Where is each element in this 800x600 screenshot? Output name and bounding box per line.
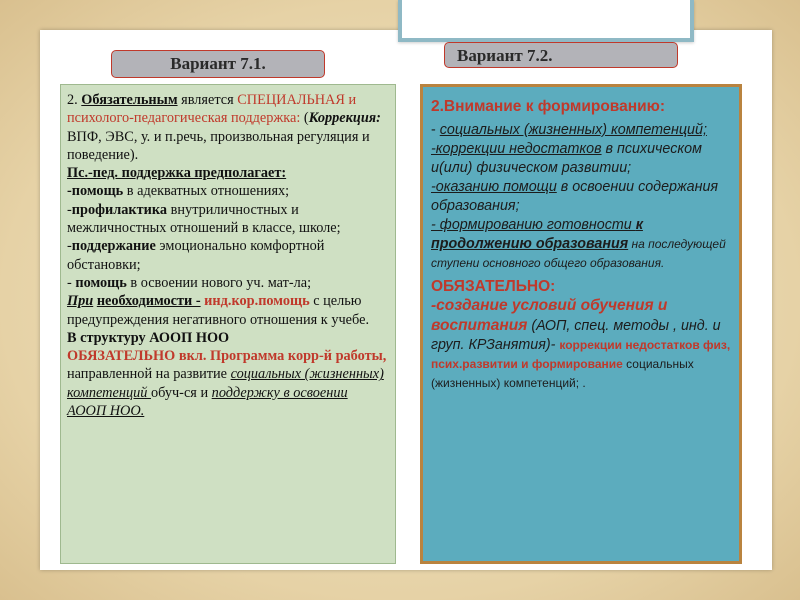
variant-7-2-label: Вариант 7.2. (444, 42, 678, 68)
right-item-3: -оказанию помощи в освоении содержания образования; (431, 179, 719, 214)
right-item-2: -коррекции недостатков в психическом и(или) физическом развитии; (431, 141, 702, 176)
variant-7-2-panel (420, 84, 742, 564)
left-paragraph-7: При необходимости - инд.кор.помощь с целью предупреждения негативного отношения к учебе. (67, 293, 370, 328)
left-paragraph-1: 2. Обязательным является СПЕЦИАЛЬНАЯ и психолого-педагогическая поддержка: (Коррекция: ВПФ, ЭВС, у. и п.речь, произвольная регуляция и поведение). (67, 92, 381, 163)
right-title: 2.Внимание к формированию: (431, 98, 666, 115)
variant-7-1-panel (60, 84, 396, 564)
left-paragraph-9: ОБЯЗАТЕЛЬНО вкл. Программа корр-й работы, направленной на развитие социальных (жизненных) компетенций обуч-ся и поддержку в освоении АООП НОО. (67, 348, 387, 420)
left-paragraph-4: -профилактика внутриличностных и межличностных отношений в классе, школе; (67, 201, 341, 237)
decorative-tab (398, 0, 694, 42)
left-paragraph-5: -поддержание эмоционально комфортной обстановки; (67, 238, 325, 273)
right-item-4: - формированию готовности к продолжению образования на последующей ступени основного общего образования. (431, 217, 726, 270)
variant-7-1-label: Вариант 7.1. (111, 50, 325, 78)
left-paragraph-6: - помощь в освоении нового уч. мат-ла; (67, 274, 312, 291)
left-paragraph-8: В структуру АООП НОО (67, 329, 230, 346)
right-obligatory: ОБЯЗАТЕЛЬНО: (431, 278, 556, 295)
left-paragraph-3: -помощь в адекватных отношениях; (67, 183, 290, 200)
right-conditions: -создание условий обучения и воспитания (АОП, спец. методы , инд. и груп. КРЗанятия)- коррекции недостатков физ, псих.развитии и формирование социальных (жизненных) компетенций; . (431, 297, 731, 390)
left-paragraph-2: Пс.-пед. поддержка предполагает: (67, 165, 287, 182)
right-item-1: - социальных (жизненных) компетенций; (431, 122, 707, 138)
